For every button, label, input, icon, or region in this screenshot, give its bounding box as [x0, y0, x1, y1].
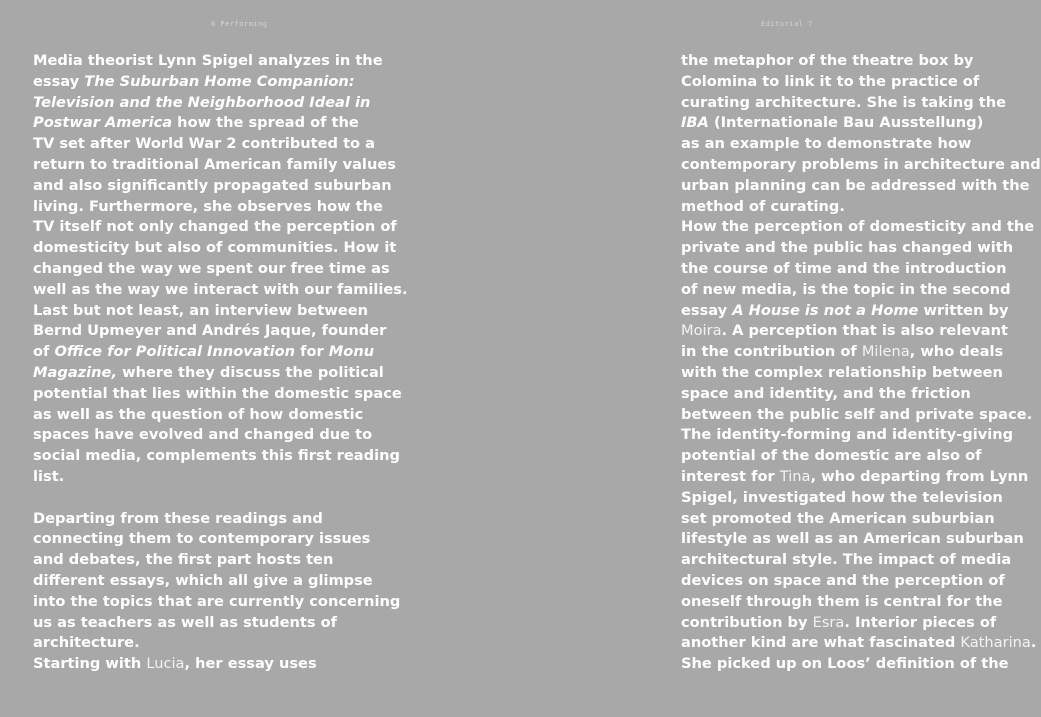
- text-line: [33, 155, 396, 176]
- author-name: Milena: [861, 343, 910, 361]
- text-run: living. Furthermore, she observes how the: [33, 197, 383, 215]
- text-run: The Suburban Home Companion:: [84, 72, 355, 90]
- text-line: [681, 425, 1014, 446]
- text-run: She picked up on Loos’ definition of the: [681, 655, 1009, 673]
- text-line: [33, 446, 400, 467]
- text-line: [681, 176, 1030, 197]
- text-run: interest for: [681, 467, 780, 485]
- text-run: another kind are what fascinated: [681, 634, 961, 652]
- text-line: [33, 550, 373, 571]
- text-line: [33, 93, 373, 114]
- text-line: [681, 592, 1011, 613]
- text-run: potential that lies within the domestic space: [33, 384, 402, 402]
- text-line: [681, 488, 1011, 509]
- text-run: contemporary problems in architecture and: [681, 155, 1041, 173]
- text-line: [33, 509, 373, 530]
- text-run: TV itself not only changed the perception of: [33, 218, 397, 236]
- paragraph-break: [33, 488, 373, 509]
- text-run: oneself through them is central for the: [681, 592, 1003, 610]
- text-run: social media, complements this first reading: [33, 447, 400, 465]
- right-running-head: Editorial 7: [761, 20, 813, 28]
- left-running-head: 6 Performing: [211, 20, 268, 28]
- text-line: [33, 342, 373, 363]
- text-line: [681, 571, 1011, 592]
- text-line: [681, 550, 1011, 571]
- text-run: Magazine,: [33, 363, 117, 381]
- text-run: potential of the domestic are also of: [681, 447, 982, 465]
- text-run: set promoted the American suburbian: [681, 509, 995, 527]
- text-line: [681, 467, 1029, 488]
- text-line: [33, 592, 401, 613]
- text-run: , her essay uses: [184, 655, 317, 673]
- text-run: How the perception of domesticity and the: [681, 218, 1035, 236]
- text-run: architectural style. The impact of media: [681, 551, 1012, 569]
- text-run: with the complex relationship between: [681, 363, 1003, 381]
- text-line: [33, 197, 383, 218]
- text-line: [681, 301, 1011, 322]
- text-run: essay: [681, 301, 733, 319]
- text-run: space and identity, and the friction: [681, 384, 971, 402]
- text-run: and debates, the first part hosts ten: [33, 551, 334, 569]
- text-run: spaces have evolved and changed due to: [33, 426, 373, 444]
- text-run: Monu: [328, 343, 375, 361]
- text-line: [33, 571, 373, 592]
- right-body-text: [681, 51, 1041, 675]
- text-run: for: [295, 343, 329, 361]
- text-line: [33, 425, 373, 446]
- text-line: [681, 363, 1011, 384]
- text-run: IBA: [681, 114, 709, 132]
- right-page: [512, 0, 1041, 717]
- text-line: [681, 259, 1011, 280]
- text-run: connecting them to contemporary issues: [33, 530, 371, 548]
- text-line: [33, 176, 392, 197]
- text-line: [33, 363, 384, 384]
- text-run: how the spread of the: [172, 114, 359, 132]
- text-line: [681, 654, 1011, 675]
- text-line: [33, 113, 373, 134]
- text-line: [33, 529, 373, 550]
- author-name: Esra: [812, 613, 845, 631]
- text-run: (Internationale Bau Ausstellung): [708, 114, 984, 132]
- text-line: [681, 405, 1033, 426]
- author-name: Lucia: [146, 655, 185, 673]
- text-run: changed the way we spent our free time as: [33, 259, 390, 277]
- text-line: [33, 217, 397, 238]
- text-line: [681, 134, 1011, 155]
- text-line: [33, 613, 373, 634]
- text-run: Media theorist Lynn Spigel analyzes in the: [33, 52, 383, 69]
- text-line: [681, 113, 1011, 134]
- text-line: [681, 321, 1011, 342]
- text-line: [681, 446, 1011, 467]
- text-run: Bernd Upmeyer and Andrés Jaque, founder: [33, 322, 387, 340]
- text-line: [33, 72, 373, 93]
- text-line: [33, 654, 373, 675]
- text-line: [681, 72, 1011, 93]
- text-run: TV set after World War 2 contributed to a: [33, 135, 375, 153]
- text-run: , who departing from Lynn: [810, 467, 1029, 485]
- text-run: Starting with: [33, 655, 147, 673]
- author-name: Katharina: [960, 634, 1031, 652]
- text-line: [681, 197, 1011, 218]
- text-run: curating architecture. She is taking the: [681, 93, 1007, 111]
- text-run: essay: [33, 72, 85, 90]
- text-run: devices on space and the perception of: [681, 571, 1005, 589]
- text-line: [681, 342, 1011, 363]
- text-run: . A perception that is also relevant: [721, 322, 1008, 340]
- text-run: Spigel, investigated how the television: [681, 488, 1003, 506]
- left-page: [0, 0, 512, 717]
- text-run: into the topics that are currently concerning: [33, 592, 401, 610]
- text-run: in the contribution of: [681, 343, 862, 361]
- text-run: return to traditional American family values: [33, 155, 396, 173]
- text-run: us as teachers as well as students of: [33, 613, 337, 631]
- text-line: [681, 217, 1035, 238]
- text-run: the metaphor of the theatre box by: [681, 52, 974, 69]
- text-run: the course of time and the introduction: [681, 259, 1007, 277]
- text-line: [681, 155, 1041, 176]
- text-run: and also significantly propagated suburban: [33, 176, 392, 194]
- text-line: [681, 238, 1014, 259]
- text-line: [681, 633, 1037, 654]
- text-run: written by: [918, 301, 1009, 319]
- text-line: [681, 280, 1011, 301]
- text-line: [33, 280, 408, 301]
- text-run: Postwar America: [33, 114, 173, 132]
- author-name: Moira: [681, 322, 722, 340]
- text-line: [33, 467, 373, 488]
- left-body-text: [33, 51, 408, 675]
- text-run: The identity-forming and identity-giving: [681, 426, 1014, 444]
- text-run: domesticity but also of communities. How it: [33, 239, 397, 257]
- text-run: well as the way we interact with our families.: [33, 280, 408, 298]
- text-run: list.: [33, 467, 65, 485]
- text-line: [33, 238, 397, 259]
- text-run: contribution by: [681, 613, 813, 631]
- text-run: of new media, is the topic in the second: [681, 280, 1011, 298]
- text-line: [33, 633, 373, 654]
- text-line: [33, 384, 402, 405]
- text-line: [681, 384, 1011, 405]
- text-run: as an example to demonstrate how: [681, 135, 972, 153]
- text-run: different essays, which all give a glimpse: [33, 571, 373, 589]
- text-run: where they discuss the political: [117, 363, 384, 381]
- text-run: A House is not a Home: [732, 301, 919, 319]
- text-run: Departing from these readings and: [33, 509, 323, 527]
- text-run: Office for Political Innovation: [54, 343, 296, 361]
- text-line: [681, 93, 1011, 114]
- text-run: private and the public has changed with: [681, 239, 1014, 257]
- text-line: [33, 405, 373, 426]
- text-run: as well as the question of how domestic: [33, 405, 364, 423]
- author-name: Tina: [779, 467, 811, 485]
- text-run: architecture.: [33, 634, 140, 652]
- text-run: Colomina to link it to the practice of: [681, 72, 980, 90]
- text-line: [33, 301, 373, 322]
- text-run: Last but not least, an interview between: [33, 301, 369, 319]
- text-run: .: [1030, 634, 1037, 652]
- text-line: [681, 509, 1011, 530]
- text-run: of: [33, 343, 55, 361]
- text-run: Television and the Neighborhood Ideal in: [33, 93, 371, 111]
- text-run: method of curating.: [681, 197, 845, 215]
- text-run: urban planning can be addressed with the: [681, 176, 1030, 194]
- text-run: . Interior pieces of: [844, 613, 997, 631]
- text-line: [681, 613, 1011, 634]
- text-line: [681, 51, 1011, 72]
- text-run: lifestyle as well as an American suburban: [681, 530, 1024, 548]
- text-run: between the public self and private space.: [681, 405, 1033, 423]
- text-line: [33, 134, 373, 155]
- text-line: [33, 51, 383, 72]
- text-line: [33, 259, 390, 280]
- text-line: [681, 529, 1024, 550]
- text-run: , who deals: [909, 343, 1004, 361]
- text-line: [33, 321, 387, 342]
